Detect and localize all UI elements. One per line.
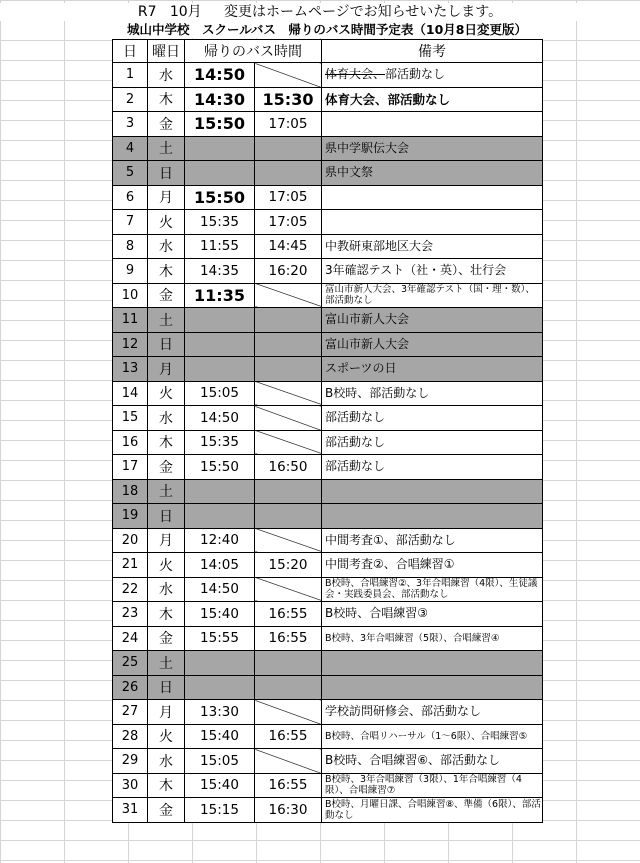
table-row	[113, 161, 543, 186]
remarks-cell	[322, 112, 543, 137]
table-row	[113, 259, 543, 284]
remark-text: 富山市新人大会	[325, 312, 410, 327]
bus-time-second	[255, 479, 322, 504]
table-row	[113, 136, 543, 161]
bus-time-second	[255, 651, 322, 676]
remark-text: 部活動なし	[325, 434, 386, 449]
weekday-cell: 水	[148, 234, 185, 259]
bus-time-first: 15:40	[185, 773, 255, 798]
table-row	[113, 675, 543, 700]
remarks-cell	[322, 504, 543, 529]
table-row	[113, 63, 543, 88]
day-cell: 26	[113, 675, 148, 700]
bus-time-first	[185, 308, 255, 333]
table-row	[113, 455, 543, 480]
table-row	[113, 210, 543, 235]
bus-time-second: 17:05	[255, 185, 322, 210]
bus-time-first	[185, 504, 255, 529]
table-row	[113, 651, 543, 676]
remark-text: 学校訪問研修会、部活動なし	[325, 704, 482, 719]
remarks-cell	[322, 798, 543, 823]
day-cell: 7	[113, 210, 148, 235]
weekday-cell: 火	[148, 724, 185, 749]
bus-time-first: 14:50	[185, 577, 255, 602]
bus-time-second	[255, 749, 322, 774]
remarks-cell	[322, 651, 543, 676]
remark-strikethrough: 体育大会、	[325, 67, 386, 82]
remark-text: 体育大会、部活動なし	[325, 91, 451, 107]
remarks-cell	[322, 577, 543, 602]
day-cell: 27	[113, 700, 148, 725]
table-row	[113, 357, 543, 382]
title-month: 10月	[169, 4, 202, 20]
remark-text: B校時、合唱練習②、3年合唱練習（4限）、生徒議会・実践委員会、部活動なし	[325, 578, 538, 601]
remarks-cell	[322, 455, 543, 480]
weekday-cell: 月	[148, 357, 185, 382]
bus-time-second: 16:55	[255, 602, 322, 627]
weekday-cell: 金	[148, 798, 185, 823]
bus-time-second: 15:20	[255, 553, 322, 578]
remarks-cell	[322, 479, 543, 504]
table-row	[113, 332, 543, 357]
remark-text: スポーツの日	[325, 361, 397, 376]
remarks-cell	[322, 332, 543, 357]
remarks-cell	[322, 626, 543, 651]
day-cell: 17	[113, 455, 148, 480]
weekday-cell: 水	[148, 577, 185, 602]
day-cell: 6	[113, 185, 148, 210]
remarks-cell	[322, 773, 543, 798]
remark-text: B校時、3年合唱練習（3限）、1年合唱練習（4限）、合唱練習⑦	[325, 774, 522, 797]
bus-time-second: 16:55	[255, 626, 322, 651]
table-row	[113, 602, 543, 627]
weekday-cell: 金	[148, 455, 185, 480]
table-row	[113, 724, 543, 749]
remarks-cell	[322, 161, 543, 186]
day-cell: 12	[113, 332, 148, 357]
bus-time-first: 11:35	[185, 283, 255, 308]
table-row	[113, 112, 543, 137]
bus-time-first: 15:50	[185, 112, 255, 137]
bus-time-first: 14:05	[185, 553, 255, 578]
bus-time-second	[255, 308, 322, 333]
day-cell: 20	[113, 528, 148, 553]
remarks-cell	[322, 87, 543, 112]
remark-text: 部活動なし	[325, 410, 386, 425]
remarks-cell	[322, 553, 543, 578]
table-row	[113, 283, 543, 308]
table-row	[113, 234, 543, 259]
day-cell: 25	[113, 651, 148, 676]
header-remarks: 備考	[322, 40, 543, 63]
weekday-cell: 水	[148, 749, 185, 774]
remarks-cell	[322, 185, 543, 210]
table-row	[113, 553, 543, 578]
weekday-cell: 日	[148, 504, 185, 529]
bus-time-second: 17:05	[255, 112, 322, 137]
bus-time-second	[255, 406, 322, 431]
table-row	[113, 749, 543, 774]
bus-time-first	[185, 136, 255, 161]
bus-time-first: 14:30	[185, 87, 255, 112]
bus-time-second: 16:55	[255, 773, 322, 798]
weekday-cell: 火	[148, 381, 185, 406]
table-row	[113, 185, 543, 210]
remarks-cell	[322, 308, 543, 333]
day-cell: 22	[113, 577, 148, 602]
day-cell: 14	[113, 381, 148, 406]
remark-text: 県中文祭	[325, 165, 374, 180]
weekday-cell: 月	[148, 185, 185, 210]
table-row	[113, 308, 543, 333]
table-row	[113, 700, 543, 725]
day-cell: 2	[113, 87, 148, 112]
remarks-cell	[322, 528, 543, 553]
remark-text: 中間考査①、部活動なし	[325, 532, 456, 547]
bus-time-first: 14:50	[185, 406, 255, 431]
table-row	[113, 504, 543, 529]
title-notice: 変更はホームページでお知らせいたします。	[223, 4, 503, 20]
bus-schedule-table	[112, 39, 543, 823]
day-cell: 13	[113, 357, 148, 382]
remarks-cell	[322, 259, 543, 284]
weekday-cell: 土	[148, 136, 185, 161]
bus-time-first: 13:30	[185, 700, 255, 725]
remarks-cell	[322, 749, 543, 774]
day-cell: 18	[113, 479, 148, 504]
bus-time-second	[255, 136, 322, 161]
bus-time-first: 15:15	[185, 798, 255, 823]
bus-time-first: 15:05	[185, 381, 255, 406]
weekday-cell: 日	[148, 161, 185, 186]
remark-text: 中間考査②、合唱練習①	[325, 557, 455, 572]
bus-time-first: 15:55	[185, 626, 255, 651]
remarks-cell	[322, 381, 543, 406]
day-cell: 9	[113, 259, 148, 284]
bus-time-second	[255, 675, 322, 700]
remark-text: 部活動なし	[385, 67, 446, 82]
bus-time-second	[255, 700, 322, 725]
remark-text: B校時、3年合唱練習（5限）、合唱練習④	[325, 632, 500, 644]
table-row	[113, 773, 543, 798]
day-cell: 19	[113, 504, 148, 529]
bus-time-second: 16:50	[255, 455, 322, 480]
remarks-cell	[322, 357, 543, 382]
remarks-cell	[322, 406, 543, 431]
remark-text: 3年確認テスト（社・英）、壮行会	[325, 263, 507, 278]
page-subtitle: 城山中学校 スクールバス 帰りのバス時間予定表（10月8日変更版）	[112, 21, 542, 38]
day-cell: 21	[113, 553, 148, 578]
remarks-cell	[322, 700, 543, 725]
table-row	[113, 87, 543, 112]
bus-time-first: 15:50	[185, 455, 255, 480]
day-cell: 1	[113, 63, 148, 88]
bus-time-first	[185, 675, 255, 700]
weekday-cell: 金	[148, 112, 185, 137]
remark-text: B校時、月曜日課、合唱練習⑧、準備（6限）、部活動なし	[325, 798, 541, 821]
remarks-cell	[322, 136, 543, 161]
remarks-cell	[322, 675, 543, 700]
bus-time-first	[185, 479, 255, 504]
remarks-cell	[322, 430, 543, 455]
bus-time-second: 15:30	[255, 87, 322, 112]
weekday-cell: 日	[148, 332, 185, 357]
bus-time-first: 15:50	[185, 185, 255, 210]
bus-time-first	[185, 161, 255, 186]
bus-time-second	[255, 577, 322, 602]
bus-time-second	[255, 504, 322, 529]
remark-text: B校時、合唱練習⑥、部活動なし	[325, 753, 500, 768]
weekday-cell: 木	[148, 773, 185, 798]
weekday-cell: 火	[148, 553, 185, 578]
table-header-row	[113, 40, 543, 63]
day-cell: 31	[113, 798, 148, 823]
header-bus-time: 帰りのバス時間	[185, 40, 322, 63]
weekday-cell: 水	[148, 63, 185, 88]
bus-time-first: 15:40	[185, 602, 255, 627]
header-weekday: 曜日	[148, 40, 185, 63]
bus-time-first	[185, 332, 255, 357]
weekday-cell: 月	[148, 700, 185, 725]
day-cell: 10	[113, 283, 148, 308]
bus-time-first: 11:55	[185, 234, 255, 259]
day-cell: 4	[113, 136, 148, 161]
header-day: 日	[113, 40, 148, 63]
bus-time-second: 16:20	[255, 259, 322, 284]
remarks-cell	[322, 63, 543, 88]
remark-text: B校時、部活動なし	[325, 385, 430, 400]
remarks-cell	[322, 210, 543, 235]
table-row	[113, 626, 543, 651]
remarks-cell	[322, 602, 543, 627]
remark-text: 富山市新人大会	[325, 336, 410, 351]
bus-time-second: 16:55	[255, 724, 322, 749]
weekday-cell: 土	[148, 479, 185, 504]
bus-time-second	[255, 283, 322, 308]
day-cell: 24	[113, 626, 148, 651]
weekday-cell: 金	[148, 283, 185, 308]
remark-text: B校時、合唱練習③	[325, 606, 428, 621]
remark-text: 中教研東部地区大会	[325, 238, 434, 253]
day-cell: 28	[113, 724, 148, 749]
bus-time-first: 12:40	[185, 528, 255, 553]
weekday-cell: 土	[148, 651, 185, 676]
bus-time-first	[185, 651, 255, 676]
weekday-cell: 木	[148, 602, 185, 627]
bus-time-second	[255, 357, 322, 382]
bus-time-first: 14:35	[185, 259, 255, 284]
weekday-cell: 木	[148, 430, 185, 455]
bus-time-second	[255, 381, 322, 406]
day-cell: 29	[113, 749, 148, 774]
title-year: R7	[137, 4, 157, 20]
weekday-cell: 木	[148, 87, 185, 112]
remarks-cell	[322, 283, 543, 308]
bus-time-first: 15:05	[185, 749, 255, 774]
bus-time-first: 15:35	[185, 430, 255, 455]
day-cell: 8	[113, 234, 148, 259]
weekday-cell: 土	[148, 308, 185, 333]
day-cell: 30	[113, 773, 148, 798]
table-row	[113, 798, 543, 823]
bus-time-second	[255, 63, 322, 88]
bus-time-second	[255, 430, 322, 455]
remark-text: 部活動なし	[325, 459, 386, 474]
weekday-cell: 日	[148, 675, 185, 700]
table-row	[113, 577, 543, 602]
day-cell: 15	[113, 406, 148, 431]
weekday-cell: 金	[148, 626, 185, 651]
bus-time-second: 14:45	[255, 234, 322, 259]
weekday-cell: 月	[148, 528, 185, 553]
bus-time-second: 16:30	[255, 798, 322, 823]
remark-text: 富山市新人大会、3年確認テスト（国・理・数）、部活動なし	[325, 284, 535, 307]
page-title	[0, 3, 640, 21]
table-row	[113, 528, 543, 553]
remarks-cell	[322, 234, 543, 259]
day-cell: 23	[113, 602, 148, 627]
weekday-cell: 水	[148, 406, 185, 431]
bus-time-second: 17:05	[255, 210, 322, 235]
table-row	[113, 406, 543, 431]
bus-time-first: 15:35	[185, 210, 255, 235]
bus-time-second	[255, 332, 322, 357]
bus-time-first: 15:40	[185, 724, 255, 749]
remark-text: 県中学駅伝大会	[325, 140, 410, 155]
day-cell: 5	[113, 161, 148, 186]
bus-time-first	[185, 357, 255, 382]
day-cell: 3	[113, 112, 148, 137]
day-cell: 16	[113, 430, 148, 455]
bus-time-second	[255, 161, 322, 186]
remark-text: B校時、合唱リハーサル（1～6限）、合唱練習⑤	[325, 730, 528, 742]
table-row	[113, 430, 543, 455]
table-row	[113, 479, 543, 504]
remarks-cell	[322, 724, 543, 749]
bus-time-second	[255, 528, 322, 553]
bus-time-first: 14:50	[185, 63, 255, 88]
day-cell: 11	[113, 308, 148, 333]
table-row	[113, 381, 543, 406]
weekday-cell: 火	[148, 210, 185, 235]
weekday-cell: 木	[148, 259, 185, 284]
